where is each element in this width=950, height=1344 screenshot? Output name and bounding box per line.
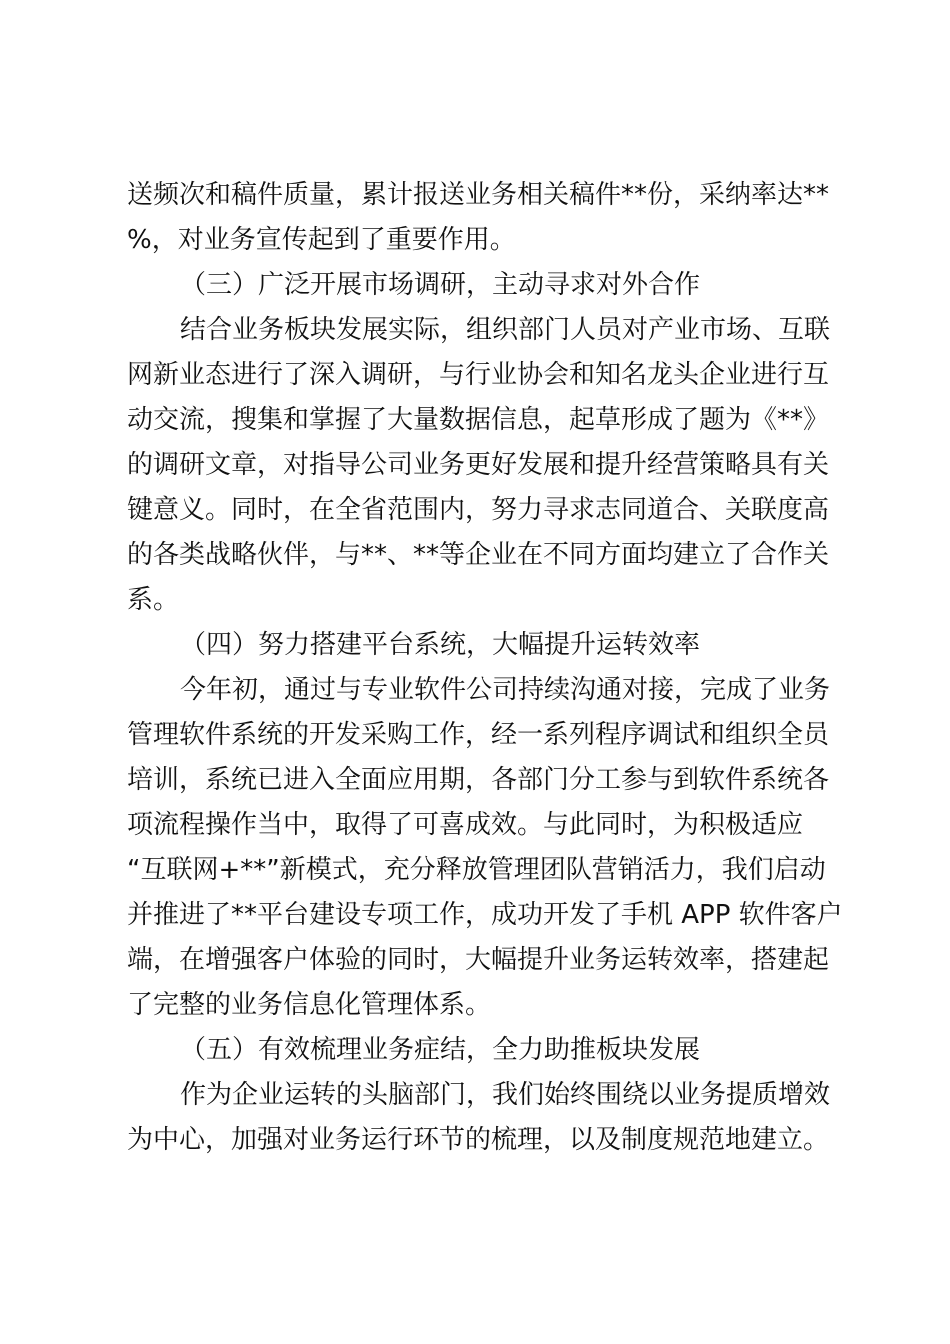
section-heading: （三）广泛开展市场调研，主动寻求对外合作 [180, 270, 701, 300]
section-heading: （四）努力搭建平台系统，大幅提升运转效率 [180, 630, 701, 660]
body-text-line: %，对业务宣传起到了重要作用。 [127, 225, 516, 255]
body-text-line: 结合业务板块发展实际，组织部门人员对产业市场、互联 [180, 315, 831, 345]
body-text-line: 端，在增强客户体验的同时，大幅提升业务运转效率，搭建起 [127, 945, 830, 975]
body-text-line: 动交流，搜集和掌握了大量数据信息，起草形成了题为《**》 [127, 405, 830, 435]
body-text-line: 的调研文章，对指导公司业务更好发展和提升经营策略具有关 [127, 450, 830, 480]
body-text-line: 的各类战略伙伴，与**、**等企业在不同方面均建立了合作关 [127, 540, 830, 570]
body-text-line: 作为企业运转的头脑部门，我们始终围绕以业务提质增效 [180, 1080, 831, 1110]
body-text-line: 项流程操作当中，取得了可喜成效。与此同时，为积极适应 [127, 810, 804, 840]
body-text-line: 为中心，加强对业务运行环节的梳理，以及制度规范地建立。 [127, 1125, 830, 1155]
body-text-line: 管理软件系统的开发采购工作，经一系列程序调试和组织全员 [127, 720, 830, 750]
body-text-line: 网新业态进行了深入调研，与行业协会和知名龙头企业进行互 [127, 360, 830, 390]
body-text-line: “互联网+**”新模式，充分释放管理团队营销活力，我们启动 [127, 855, 826, 885]
section-heading: （五）有效梳理业务症结，全力助推板块发展 [180, 1035, 701, 1065]
body-text-line: 送频次和稿件质量，累计报送业务相关稿件**份，采纳率达** [127, 180, 830, 210]
body-text-line: 键意义。同时，在全省范围内，努力寻求志同道合、关联度高 [127, 495, 830, 525]
body-text-line: 培训，系统已进入全面应用期，各部门分工参与到软件系统各 [127, 765, 830, 795]
body-text-line: 系。 [127, 585, 180, 615]
body-text-line: 今年初，通过与专业软件公司持续沟通对接，完成了业务 [180, 675, 831, 705]
body-text-line: 并推进了**平台建设专项工作，成功开发了手机 APP 软件客户 [127, 900, 843, 930]
body-text-line: 了完整的业务信息化管理体系。 [127, 990, 492, 1020]
